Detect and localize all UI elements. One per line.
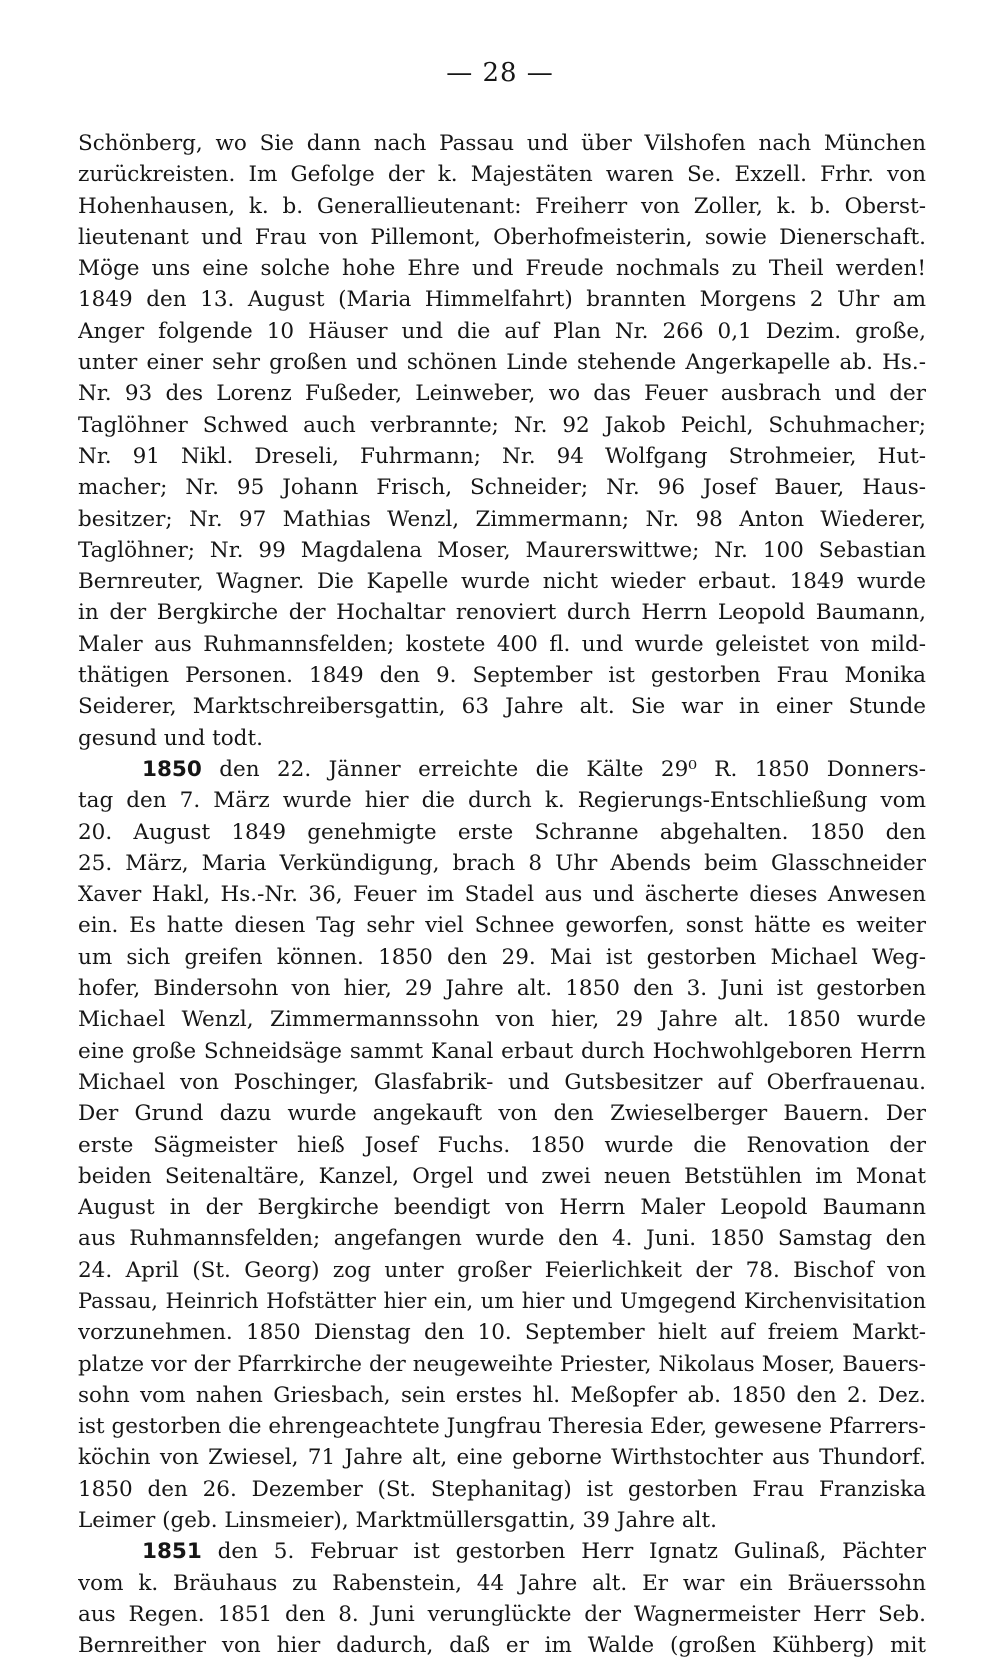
text-line (78, 316, 926, 347)
line-text: Bernreither von hier dadurch, daß er im Walde (großen Kühberg) mit (78, 1633, 926, 1659)
line-text: Der Grund dazu wurde angekauft von den Zwieselberger Bauern. Der (78, 1101, 926, 1127)
text-line (78, 347, 926, 378)
line-text: aus Ruhmannsfelden; angefangen wurde den 4. Juni. 1850 Samstag den (78, 1226, 926, 1252)
line-text: Michael von Poschinger, Glasfabrik- und Gutsbesitzer auf Oberfrauenau. (78, 1069, 926, 1095)
text-line (78, 1317, 926, 1348)
text-line (78, 1442, 926, 1473)
line-text: eine große Schneidsäge sammt Kanal erbaut durch Hochwohlgeboren Herrn (78, 1038, 926, 1064)
line-text: macher; Nr. 95 Johann Frisch, Schneider; Nr. 96 Josef Bauer, Haus- (78, 475, 926, 501)
line-text: Taglöhner; Nr. 99 Magdalena Moser, Maurerswittwe; Nr. 100 Sebastian (78, 537, 926, 563)
line-text: um sich greifen können. 1850 den 29. Mai ist gestorben Michael Weg- (78, 944, 926, 970)
year-heading: 1851 (142, 1539, 202, 1565)
text-line (78, 159, 926, 190)
text-line (78, 1130, 926, 1161)
line-text: 24. April (St. Georg) zog unter großer Feierlichkeit der 78. Bischof von (78, 1257, 926, 1283)
text-line (78, 1004, 926, 1035)
line-text: beiden Seitenaltäre, Kanzel, Orgel und zwei neuen Betstühlen im Monat (78, 1163, 926, 1189)
line-text: unter einer sehr großen und schönen Linde stehende Angerkapelle ab. Hs.- (78, 350, 926, 376)
text-line (78, 1192, 926, 1223)
line-text: Taglöhner Schwed auch verbrannte; Nr. 92 Jakob Peichl, Schuhmacher; (78, 412, 926, 438)
line-text: Xaver Hakl, Hs.-Nr. 36, Feuer im Stadel aus und äscherte dieses Anwesen (78, 882, 926, 908)
text-line (78, 597, 926, 628)
text-line (78, 441, 926, 472)
line-text: Leimer (geb. Linsmeier), Marktmüllersgattin, 39 Jahre alt. (78, 1508, 718, 1534)
line-text: 1849 den 13. August (Maria Himmelfahrt) brannten Morgens 2 Uhr am (78, 287, 926, 313)
text-line (78, 410, 926, 441)
text-line (78, 1505, 926, 1536)
text-line (78, 754, 926, 785)
text-line (78, 660, 926, 691)
line-text: thätigen Personen. 1849 den 9. September ist gestorben Frau Monika (78, 663, 926, 689)
line-text: gesund und todt. (78, 725, 263, 751)
line-text: 1850 den 26. Dezember (St. Stephanitag) ist gestorben Frau Franziska (78, 1476, 926, 1502)
text-line (78, 691, 926, 722)
line-text: 20. August 1849 genehmigte erste Schranne abgehalten. 1850 den (78, 819, 926, 845)
text-line (78, 378, 926, 409)
text-line (78, 1098, 926, 1129)
line-text: Passau, Heinrich Hofstätter hier ein, um hier und Umgegend Kirchenvisitation (78, 1288, 926, 1313)
text-line (78, 284, 926, 315)
text-line (78, 1036, 926, 1067)
line-text: den 5. Februar ist gestorben Herr Ignatz Gulinaß, Pächter (201, 1539, 926, 1565)
text-line (78, 1599, 926, 1630)
text-line (78, 785, 926, 816)
line-text: in der Bergkirche der Hochaltar renoviert durch Herrn Leopold Baumann, (78, 600, 926, 626)
line-text: platze vor der Pfarrkirche der neugeweihte Priester, Nikolaus Moser, Bauers- (78, 1351, 926, 1377)
text-line (78, 222, 926, 253)
line-text: lieutenant und Frau von Pillemont, Oberhofmeisterin, sowie Dienerschaft. (78, 224, 926, 250)
text-line (78, 1286, 926, 1317)
line-text: Schönberg, wo Sie dann nach Passau und über Vilshofen nach München (78, 131, 926, 156)
line-text: Hohenhausen, k. b. Generallieutenant: Freiherr von Zoller, k. b. Oberst- (78, 193, 926, 219)
text-line (78, 1349, 926, 1380)
text-line (78, 1255, 926, 1286)
text-line (78, 566, 926, 597)
text-line (78, 910, 926, 941)
line-text: vorzunehmen. 1850 Dienstag den 10. September hielt auf freiem Markt- (78, 1320, 926, 1346)
line-text: ist gestorben die ehrengeachtete Jungfrau Theresia Eder, gewesene Pfarrers- (78, 1414, 926, 1440)
text-line (78, 1161, 926, 1192)
text-line (78, 1223, 926, 1254)
text-line (78, 973, 926, 1004)
text-line (78, 879, 926, 910)
line-text: hofer, Bindersohn von hier, 29 Jahre alt. 1850 den 3. Juni ist gestorben (78, 976, 926, 1002)
line-text: tag den 7. März wurde hier die durch k. Regierungs-Entschließung vom (78, 788, 926, 814)
text-line (78, 723, 926, 754)
text-line (78, 128, 926, 159)
text-line (78, 629, 926, 660)
line-text: Michael Wenzl, Zimmermannssohn von hier, 29 Jahre alt. 1850 wurde (78, 1007, 926, 1033)
text-line (78, 848, 926, 879)
text-line (78, 1380, 926, 1411)
text-line (78, 1067, 926, 1098)
line-text: den 22. Jänner erreichte die Kälte 29⁰ R. 1850 Donners- (201, 756, 926, 782)
line-text: erste Sägmeister hieß Josef Fuchs. 1850 wurde die Renovation der (78, 1132, 926, 1158)
line-text: aus Regen. 1851 den 8. Juni verunglückte der Wagnermeister Herr Seb. (78, 1601, 926, 1627)
text-line (78, 1536, 926, 1567)
line-text: vom k. Bräuhaus zu Rabenstein, 44 Jahre alt. Er war ein Bräuerssohn (78, 1570, 926, 1596)
line-text: zurückreisten. Im Gefolge der k. Majestäten waren Se. Exzell. Frhr. von (78, 162, 926, 188)
text-line (78, 817, 926, 848)
text-line (78, 942, 926, 973)
text-line (78, 1568, 926, 1599)
text-line (78, 191, 926, 222)
line-text: 25. März, Maria Verkündigung, brach 8 Uhr Abends beim Glasschneider (78, 850, 926, 876)
text-line (78, 1411, 926, 1442)
page-number: — 28 — (446, 58, 554, 88)
line-text: sohn vom nahen Griesbach, sein erstes hl. Meßopfer ab. 1850 den 2. Dez. (78, 1382, 926, 1408)
text-line (78, 253, 926, 284)
line-text: Seiderer, Marktschreibersgattin, 63 Jahre alt. Sie war in einer Stunde (78, 694, 926, 720)
line-text: August in der Bergkirche beendigt von Herrn Maler Leopold Baumann (78, 1195, 926, 1221)
body-text (78, 128, 926, 1662)
line-text: köchin von Zwiesel, 71 Jahre alt, eine geborne Wirthstochter aus Thundorf. (78, 1445, 926, 1471)
text-line (78, 1474, 926, 1505)
line-text: Nr. 91 Nikl. Dreseli, Fuhrmann; Nr. 94 Wolfgang Strohmeier, Hut- (78, 443, 926, 469)
line-text: Anger folgende 10 Häuser und die auf Plan Nr. 266 0,1 Dezim. große, (78, 318, 926, 344)
year-heading: 1850 (142, 756, 202, 782)
text-line (78, 1630, 926, 1661)
text-line (78, 472, 926, 503)
line-text: Bernreuter, Wagner. Die Kapelle wurde nicht wieder erbaut. 1849 wurde (78, 569, 926, 595)
line-text: Maler aus Ruhmannsfelden; kostete 400 fl. und wurde geleistet von mild- (78, 631, 926, 657)
line-text: besitzer; Nr. 97 Mathias Wenzl, Zimmermann; Nr. 98 Anton Wiederer, (78, 506, 926, 532)
line-text: Möge uns eine solche hohe Ehre und Freude nochmals zu Theil werden! (78, 256, 926, 282)
text-line (78, 504, 926, 535)
line-text: Nr. 93 des Lorenz Fußeder, Leinweber, wo das Feuer ausbrach und der (78, 381, 926, 407)
text-line (78, 535, 926, 566)
line-text: ein. Es hatte diesen Tag sehr viel Schnee geworfen, sonst hätte es weiter (78, 913, 926, 939)
